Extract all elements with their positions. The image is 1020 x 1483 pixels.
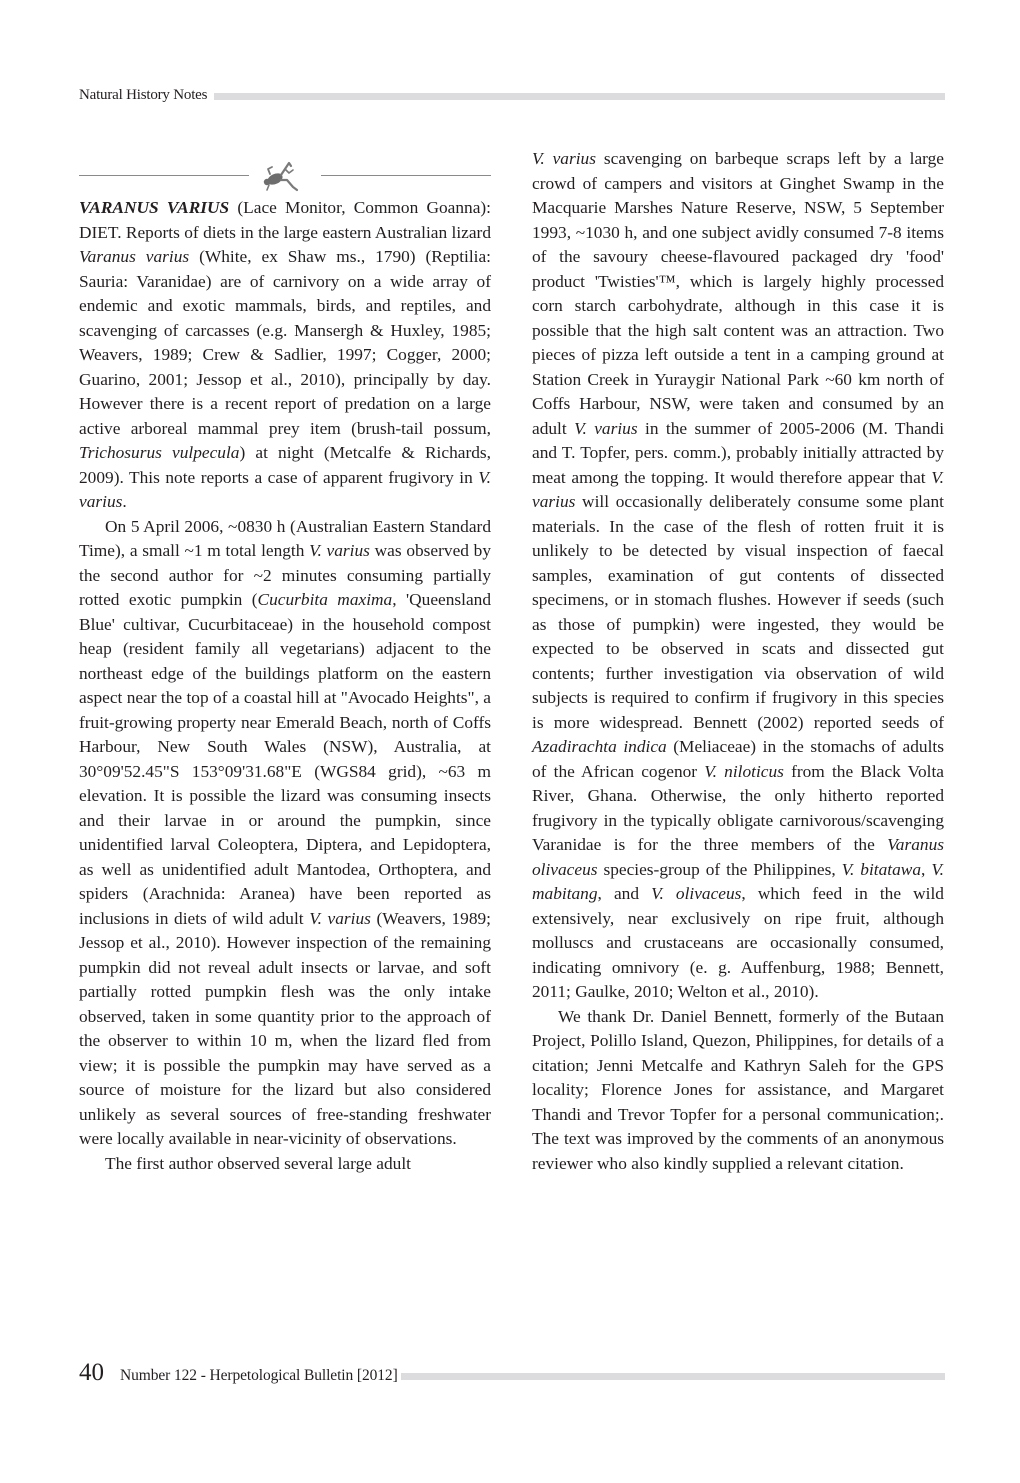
header-rule-bar (214, 93, 945, 100)
species-name: V. mabitang (532, 859, 945, 903)
text-span: ) at night (Metcalfe & Richards, 2009). This note reports a case of apparent frugivory in (79, 443, 491, 487)
running-header (79, 84, 945, 106)
text-span: . (122, 492, 127, 511)
page-footer (79, 1355, 945, 1385)
page-number: 40 (79, 1359, 104, 1386)
text-span: , (921, 859, 932, 879)
footer-rule-bar (401, 1373, 945, 1380)
paragraph-observation (79, 515, 491, 1152)
species-name: Varanus olivaceus (532, 835, 944, 879)
ornament-rule-left (79, 175, 249, 176)
paragraph-scavenging (532, 147, 944, 1005)
species-name: Varanus varius (79, 247, 190, 266)
text-span: (Weavers, 1989; Jessop et al., 2010). However inspection of the remaining pumpkin did not reveal adult insects or larvae, and soft partially rotted pumpkin flesh was the only intake observed, taken in some quantity prior to the approach of the observer to within 10 m, when the lizard fled from view; it is possible the pumpkin may have served as a source of moisture for the lizard but also considered unlikely as several sources of free-standing freshwater were locally available in near-vicinity of observations. (79, 908, 492, 1148)
species-name: V. varius (574, 418, 638, 438)
species-name: V. varius (532, 467, 944, 511)
species-name: V. olivaceus (651, 884, 742, 903)
species-name: Azadirachta indica (532, 737, 667, 756)
paragraph-scavenging-start (79, 1152, 491, 1177)
species-name: V. varius (309, 541, 370, 560)
text-span: , which feed in the wild extensively, near exclusively on ripe fruit, although molluscs and crustaceans are occasionally consumed, indicating omnivory (e. g. Auffenburg, 1988; Bennett, 2011; Gaulke, 2010; Welton et al., 2010). (532, 884, 944, 1001)
text-span: in the summer of 2005-2006 (M. Thandi and T. Topfer, pers. comm.), probably initially attracted by meat among the topping. It would therefore appear that (532, 418, 945, 487)
text-span: (Meliaceae) in the stomachs of adults of the African cogenor (532, 737, 944, 781)
text-span: (Lace Monitor, Common Goanna): DIET. Reports of diets in the large eastern Australian lizard (79, 198, 491, 242)
species-name: V. niloticus (704, 761, 784, 781)
text-span: The first author observed several large adult (105, 1153, 411, 1173)
paragraph-intro (79, 196, 491, 515)
species-name: V. varius (309, 908, 371, 928)
left-column (79, 196, 491, 1176)
text-span: will occasionally deliberately consume some plant materials. In the case of the flesh of rotten fruit it is unlikely to be detected by visual inspection of faecal samples, examination of gut contents of dissected specimens, or in stomach flushes. However if seeds (such as those of pumpkin) were ingested, they would be expected to be observed in scats and dissected gut contents; further investigation via observation of wild subjects is required to confirm if frugivory in this species is more widespread. Bennett (2002) reported seeds of (532, 492, 944, 732)
issue-citation: Number 122 - Herpetological Bulletin [2012] (120, 1367, 398, 1384)
text-span: (White, ex Shaw ms., 1790) (Reptilia: Sauria: Varanidae) are of carnivory on a wide array of endemic and exotic mammals, birds, and reptiles, and scavenging of carcasses (e.g. Mansergh & Huxley, 1985; Weavers, 1989; Crew & Sadlier, 1997; Cogger, 2000; Guarino, 2001; Jessop et al., 2010), principally by day. However there is a recent report of predation on a large active arboreal mammal prey item (brush-tail possum, (79, 247, 491, 438)
text-span: from the Black Volta River, Ghana. Otherwise, the only hitherto reported frugivory in the typically obligate carnivorous/scavenging Varanidae is for the three members of the (532, 761, 944, 854)
species-name: V. bitatawa (841, 859, 922, 879)
running-title: Natural History Notes (79, 86, 208, 103)
text-span: was observed by the second author for ~2 minutes consuming partially rotted exotic pumpkin ( (79, 541, 492, 609)
species-name: V. varius (532, 149, 596, 168)
text-span: , 'Queensland Blue' cultivar, Cucurbitaceae) in the household compost heap (resident family all vegetarians) adjacent to the northeast edge of the buildings platform on the eastern aspect near the top of a coastal hill at "Avocado Heights", a fruit-growing property near Emerald Beach, north of Coffs Harbour, New South Wales (NSW), Australia, at 30°09'52.45"S 153°09'31.68"E (WGS84 grid), ~63 m elevation. It is possible the lizard was consuming insects and their larvae in or around the pumpkin, since unidentified larval Coleoptera, Diptera, and Lepidoptera, as well as unidentified adult Mantodea, Orthoptera, and spiders (Arachnida: Aranea) have been reported as inclusions in diets of wild adult (79, 590, 491, 928)
section-ornament (79, 160, 491, 194)
species-name: Cucurbita maxima (257, 590, 393, 609)
text-span: On 5 April 2006, ~0830 h (Australian Eastern Standard Time), a small ~1 m total length (79, 516, 491, 560)
frog-icon (255, 160, 315, 194)
ornament-rule-right (321, 175, 491, 176)
text-span: We thank Dr. Daniel Bennett, formerly of the Butaan Project, Polillo Island, Quezon, Philippines, for details of a citation; Jenni Metcalfe and Kathryn Saleh for the GPS locality; Florence Jones for assistance, and Margaret Thandi and Trevor Topfer for a personal communication;. The text was improved by the comments of an anonymous reviewer who also kindly supplied a relevant citation. (532, 1006, 944, 1173)
species-title: VARANUS VARIUS (79, 198, 230, 217)
species-name: V. varius (79, 467, 491, 511)
right-column (532, 147, 944, 1176)
species-name: Trichosurus vulpecula (79, 443, 240, 462)
text-span: , and (597, 884, 652, 903)
text-span: species-group of the Philippines, (597, 859, 842, 879)
text-span: scavenging on barbeque scraps left by a large crowd of campers and visitors at Ginghet Swamp in the Macquarie Marshes Nature Reserve, NSW, 5 September 1993, ~1030 h, and one subject avidly consumed 7-8 items of the savoury cheese-flavoured packaged dry 'food' product 'Twisties'™, which is largely highly processed corn starch carbohydrate, although in this case it is possible that the high salt content was an attraction. Two pieces of pizza left outside a tent in a camping ground at Station Creek in Yuraygir National Park ~60 km north of Coffs Harbour, NSW, were taken and consumed by an adult (532, 149, 944, 438)
paragraph-acknowledgements (532, 1005, 944, 1177)
